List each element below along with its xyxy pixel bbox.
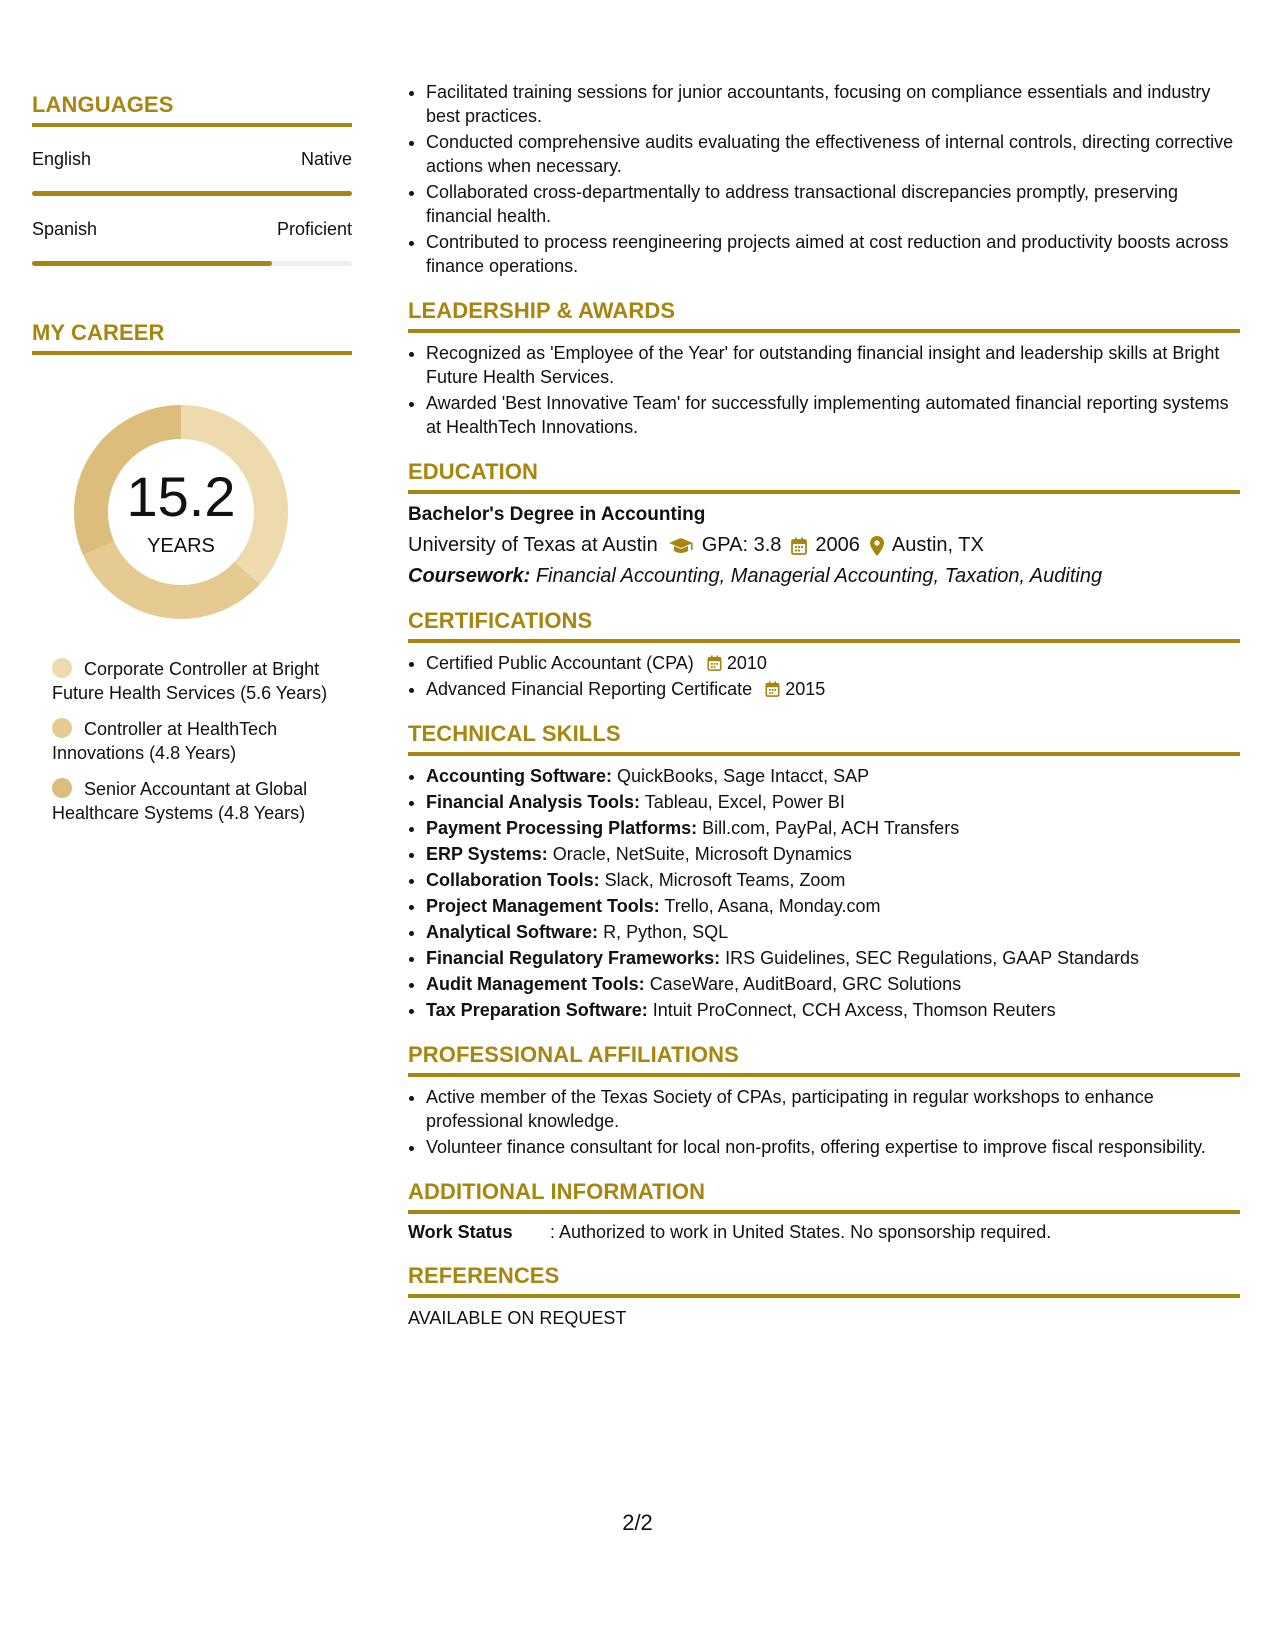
career-total-unit: YEARS bbox=[147, 535, 215, 557]
skills-title: TECHNICAL SKILLS bbox=[408, 721, 1240, 756]
list-item: • Volunteer finance consultant for local non-profits, offering expertise to improve fiscal responsibility. bbox=[426, 1135, 1240, 1159]
page-number: 2/2 bbox=[622, 1510, 653, 1535]
languages-title: LANGUAGES bbox=[32, 92, 352, 127]
skill-item bbox=[426, 972, 1240, 996]
list-item: • Contributed to process reengineering projects aimed at cost reduction and productivity boosts across finance operations. bbox=[426, 230, 1240, 278]
skill-value: Bill.com, PayPal, ACH Transfers bbox=[702, 818, 960, 838]
skill-value: IRS Guidelines, SEC Regulations, GAAP Standards bbox=[725, 948, 1139, 968]
list-item: • Active member of the Texas Society of CPAs, participating in regular workshops to enhance professional knowledge. bbox=[426, 1085, 1240, 1133]
career-title: MY CAREER bbox=[32, 320, 352, 355]
skills-section bbox=[408, 721, 1240, 1022]
legend-item bbox=[52, 657, 352, 705]
skill-value: Trello, Asana, Monday.com bbox=[664, 896, 881, 916]
additional-title: ADDITIONAL INFORMATION bbox=[408, 1179, 1240, 1214]
list-item: • Facilitated training sessions for junior accountants, focusing on compliance essentials and industry best practices. bbox=[426, 80, 1240, 128]
affiliations-title: PROFESSIONAL AFFILIATIONS bbox=[408, 1042, 1240, 1077]
work-status-label: Work Status bbox=[408, 1222, 513, 1242]
legend-item bbox=[52, 777, 352, 825]
skill-label: Accounting Software: bbox=[426, 766, 613, 786]
language-bar bbox=[32, 261, 352, 266]
legend-item bbox=[52, 717, 352, 765]
location-pin-icon bbox=[870, 536, 884, 556]
skill-item bbox=[426, 868, 1240, 892]
skill-item bbox=[426, 790, 1240, 814]
skill-item bbox=[426, 816, 1240, 840]
experience-bullets bbox=[408, 80, 1240, 278]
language-bar bbox=[32, 191, 352, 196]
coursework-list: Financial Accounting, Managerial Accounting, Taxation, Auditing bbox=[535, 565, 1103, 587]
list-item: • Conducted comprehensive audits evaluating the effectiveness of internal controls, directing corrective actions when necessary. bbox=[426, 130, 1240, 178]
language-name: English bbox=[32, 149, 92, 169]
references-text: AVAILABLE ON REQUEST bbox=[408, 1308, 627, 1328]
career-section bbox=[32, 320, 352, 837]
skill-label: Audit Management Tools: bbox=[426, 974, 645, 994]
education-section bbox=[408, 459, 1240, 588]
list-item: • Collaborated cross-departmentally to address transactional discrepancies promptly, preserving financial health. bbox=[426, 180, 1240, 228]
skill-value: CaseWare, AuditBoard, GRC Solutions bbox=[649, 974, 962, 994]
certifications-title: CERTIFICATIONS bbox=[408, 608, 1240, 643]
list-item: • Recognized as 'Employee of the Year' for outstanding financial insight and leadership skills at Bright Future Health Services. bbox=[426, 341, 1240, 389]
legend-label: Senior Accountant at Global Healthcare Systems (4.8 Years) bbox=[52, 779, 308, 823]
legend-dot bbox=[52, 778, 72, 798]
language-bar-fill bbox=[32, 191, 352, 196]
skill-item bbox=[426, 998, 1240, 1022]
language-item bbox=[32, 197, 352, 267]
skill-value: Intuit ProConnect, CCH Axcess, Thomson Reuters bbox=[652, 1000, 1056, 1020]
skill-label: Tax Preparation Software: bbox=[426, 1000, 648, 1020]
skill-item bbox=[426, 894, 1240, 918]
skill-value: Slack, Microsoft Teams, Zoom bbox=[604, 870, 846, 890]
certifications-section bbox=[408, 608, 1240, 701]
skill-item bbox=[426, 920, 1240, 944]
skill-label: Financial Regulatory Frameworks: bbox=[426, 948, 721, 968]
language-name: Spanish bbox=[32, 219, 98, 239]
language-item bbox=[32, 127, 352, 197]
degree: Bachelor's Degree in Accounting bbox=[408, 504, 706, 525]
certification-item bbox=[426, 677, 1240, 701]
legend-dot bbox=[52, 658, 72, 678]
experience-continued bbox=[408, 0, 1240, 278]
language-level: Proficient bbox=[276, 219, 352, 239]
skill-item bbox=[426, 842, 1240, 866]
certification-name: Advanced Financial Reporting Certificate bbox=[426, 679, 753, 699]
school: University of Texas at Austin bbox=[408, 534, 658, 556]
legend-dot bbox=[52, 718, 72, 738]
school-location: Austin, TX bbox=[891, 534, 984, 556]
skill-label: Project Management Tools: bbox=[426, 896, 660, 916]
references-title: REFERENCES bbox=[408, 1263, 1240, 1298]
skill-value: Oracle, NetSuite, Microsoft Dynamics bbox=[552, 844, 852, 864]
coursework bbox=[408, 565, 1240, 588]
certification-name: Certified Public Accountant (CPA) bbox=[426, 653, 694, 673]
certification-year: 2010 bbox=[726, 653, 767, 673]
career-donut bbox=[66, 397, 296, 627]
skill-item bbox=[426, 946, 1240, 970]
education-title: EDUCATION bbox=[408, 459, 1240, 494]
skill-label: ERP Systems: bbox=[426, 844, 548, 864]
certification-item bbox=[426, 651, 1240, 675]
skill-value: R, Python, SQL bbox=[603, 922, 729, 942]
skill-label: Collaboration Tools: bbox=[426, 870, 600, 890]
coursework-label: Coursework: bbox=[408, 565, 531, 587]
graduation-year: 2006 bbox=[815, 534, 860, 556]
language-bar-fill bbox=[32, 261, 272, 266]
skill-value: QuickBooks, Sage Intacct, SAP bbox=[617, 766, 870, 786]
skill-label: Payment Processing Platforms: bbox=[426, 818, 698, 838]
list-item: • Awarded 'Best Innovative Team' for successfully implementing automated financial reporting systems at HealthTech Innovations. bbox=[426, 391, 1240, 439]
graduation-cap-icon bbox=[668, 537, 694, 555]
leadership-section bbox=[408, 298, 1240, 439]
affiliations-section bbox=[408, 1042, 1240, 1159]
certification-year: 2015 bbox=[785, 679, 826, 699]
right-column bbox=[408, 0, 1240, 1329]
additional-section bbox=[408, 1179, 1240, 1243]
legend-label: Corporate Controller at Bright Future Health Services (5.6 Years) bbox=[52, 659, 328, 703]
calendar-icon bbox=[707, 653, 722, 673]
skill-label: Financial Analysis Tools: bbox=[426, 792, 641, 812]
legend-label: Controller at HealthTech Innovations (4.8 Years) bbox=[52, 719, 278, 763]
references-section bbox=[408, 1263, 1240, 1329]
calendar-icon bbox=[791, 537, 807, 555]
gpa: GPA: 3.8 bbox=[701, 534, 782, 556]
work-status-value: : Authorized to work in United States. No sponsorship required. bbox=[550, 1222, 1052, 1242]
skill-label: Analytical Software: bbox=[426, 922, 599, 942]
career-total-years: 15.2 bbox=[126, 465, 236, 528]
languages-section bbox=[32, 92, 352, 267]
career-legend bbox=[32, 657, 352, 825]
language-level: Native bbox=[300, 149, 352, 169]
skill-item bbox=[426, 764, 1240, 788]
skill-value: Tableau, Excel, Power BI bbox=[644, 792, 845, 812]
calendar-icon bbox=[765, 679, 780, 699]
leadership-title: LEADERSHIP & AWARDS bbox=[408, 298, 1240, 333]
